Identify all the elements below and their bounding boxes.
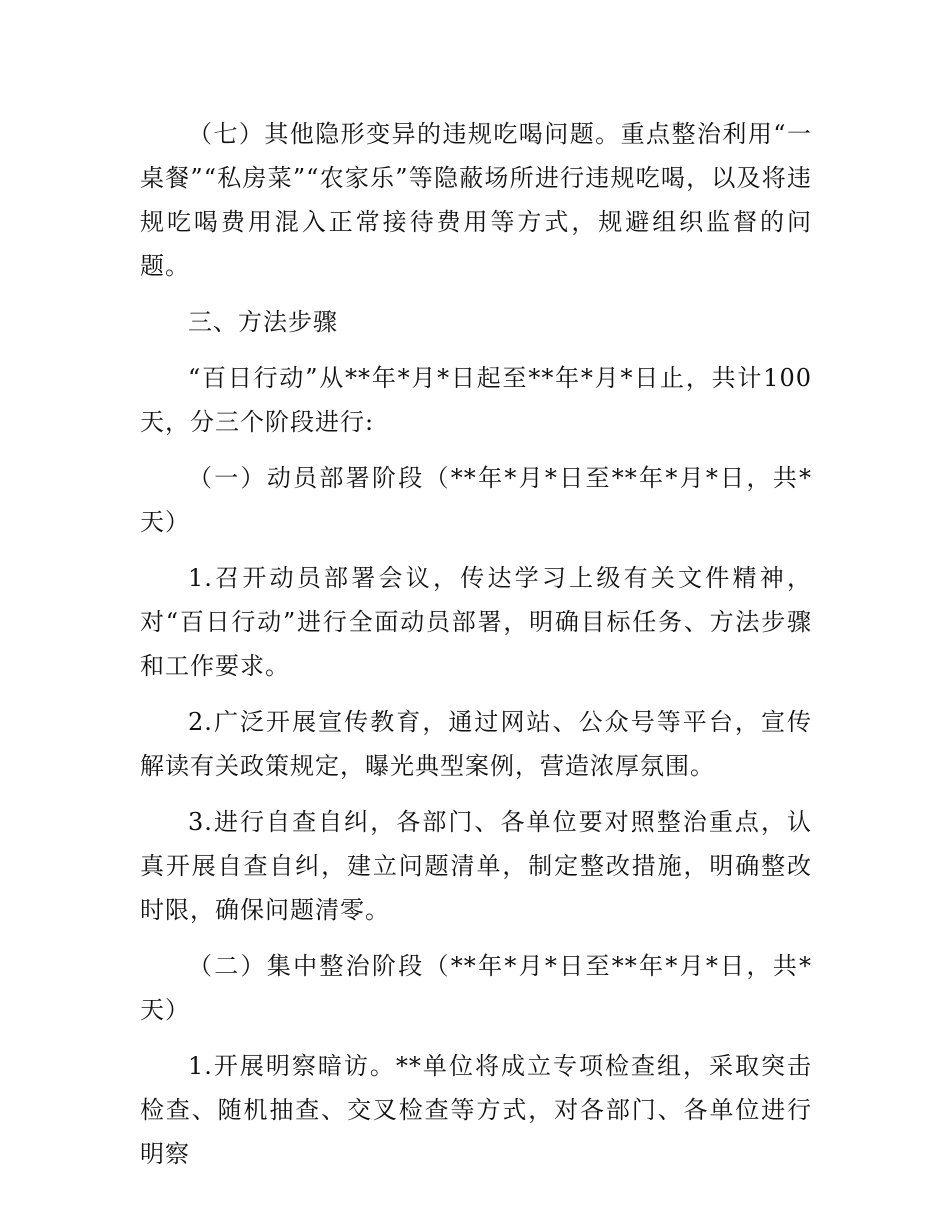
- document-page: [140, 112, 812, 1188]
- paragraph-item-2-publicity: 2.广泛开展宣传教育，通过网站、公众号等平台，宣传解读有关政策规定，曝光典型案例，营造浓厚氛围。: [140, 708, 812, 780]
- subheading-rectification-stage: （二）集中整治阶段（**年*月*日至**年*月*日，共*天）: [140, 952, 812, 1024]
- paragraph-hidden-violations: （七）其他隐形变异的违规吃喝问题。重点整治利用“一桌餐”“私房菜”“农家乐”等隐蔽场所进行违规吃喝，以及将违规吃喝费用混入正常接待费用等方式，规避组织监督的问题。: [140, 120, 812, 280]
- paragraph-item-1-meeting: 1.召开动员部署会议，传达学习上级有关文件精神，对“百日行动”进行全面动员部署，明确目标任务、方法步骤和工作要求。: [140, 564, 812, 680]
- paragraph-item-1-inspections: 1.开展明察暗访。**单位将成立专项检查组，采取突击检查、随机抽查、交叉检查等方式，对各部门、各单位进行明察: [140, 1052, 812, 1168]
- paragraph-item-3-self-check: 3.进行自查自纠，各部门、各单位要对照整治重点，认真开展自查自纠，建立问题清单，制定整改措施，明确整改时限，确保问题清零。: [140, 808, 812, 924]
- paragraph-hundred-day-overview: “百日行动”从**年*月*日起至**年*月*日止，共计100天，分三个阶段进行:: [140, 364, 812, 436]
- subheading-mobilization-stage: （一）动员部署阶段（**年*月*日至**年*月*日，共*天）: [140, 464, 812, 536]
- section-heading-methods-steps: 三、方法步骤: [188, 308, 338, 336]
